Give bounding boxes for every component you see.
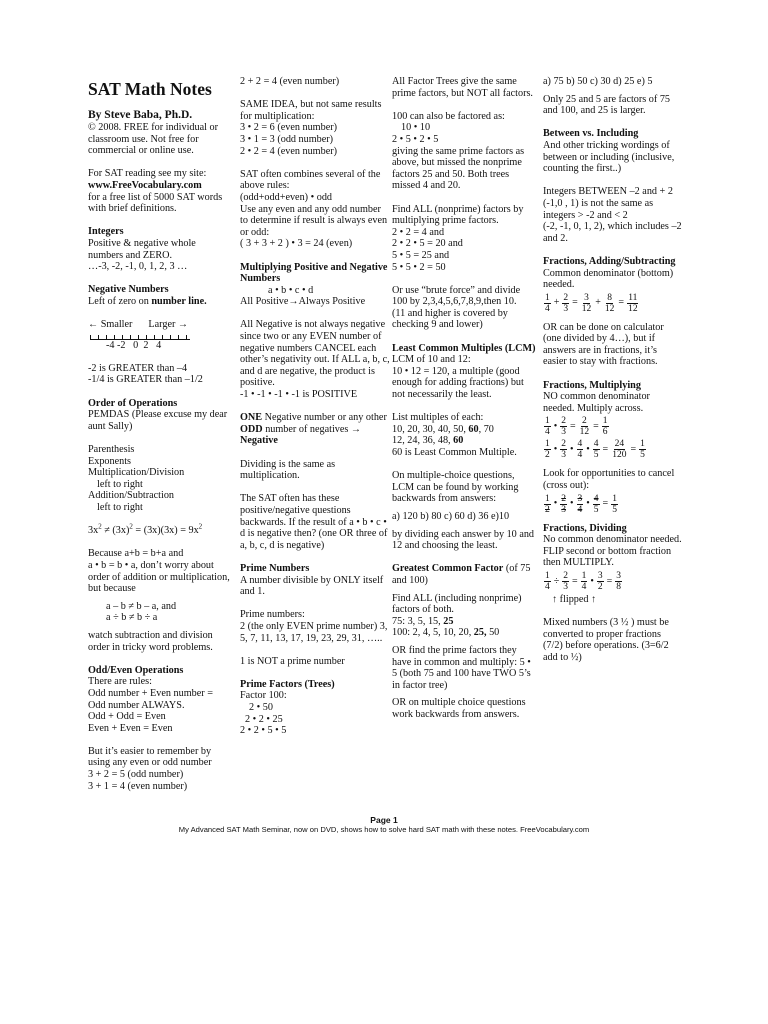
one-negative: ONE Negative number or any other ODD number of negatives → Negative [240,412,387,447]
mc-text: On multiple-choice questions, LCM can be found by working backwards from answers: [392,470,519,505]
operator: = [572,297,578,309]
gcf-100: 100: 2, 4, 5, 10, 20, 25, 50 [392,627,500,639]
fraction: $\frac{3}{4}$ [577,493,583,515]
fraction: $\frac{1}{4}$ [581,571,587,592]
dividing-each: by dividing each answer by 10 and 12 and choosing the least. [392,528,535,552]
also-factored: 100 can also be factored as: [392,110,505,122]
cancel-text: Look for opportunities to cancel (cross out): [543,468,675,492]
dividing-text: Dividing is the same as multiplication. [240,458,336,482]
odd-even-easier: But it’s easier to remember by using any even or odd number [88,745,212,769]
operator: • [553,498,558,510]
eq-cancel [543,494,683,515]
mc-answers: a) 120 b) 80 c) 60 d) 36 e)10 [392,510,510,522]
factor-a3: 5 • 5 = 25 and [392,249,450,261]
eq-add [543,293,683,314]
op-addsub: Addition/Subtraction [88,490,175,502]
operator: + [553,297,560,309]
op-exponents: Exponents [88,455,132,467]
frac-mult-text: NO common denominator needed. Multiply across. [543,391,650,414]
list-multiples-12: 12, 24, 36, 48, 60 [392,435,464,447]
prime-factors-heading: Prime Factors (Trees) [240,678,335,690]
fraction: $\frac{1}{4}$ [545,571,550,592]
frac-div-heading: Fractions, Dividing [543,522,627,534]
odd-even-e2: 3 + 1 = 4 (even number) [88,780,188,792]
fraction: $\frac{1}{6}$ [602,416,608,438]
mult-3: 2 • 2 = 4 (even number) [240,145,338,157]
eq-mul-2 [543,439,683,460]
eq-div [543,571,683,592]
find-all-text: Find ALL (nonprime) factors by multiplying prime factors. [392,203,524,227]
fraction: $\frac{2}{3}$ [561,493,567,515]
fraction: $\frac{8}{12}$ [604,292,615,314]
fraction: $\frac{4}{5}$ [593,493,599,515]
op-multdiv-order: left to right [97,478,143,490]
fraction: $\frac{1}{4}$ [545,416,550,438]
combines-text: SAT often combines several of the above rules: [240,168,381,192]
lcm-of: LCM of 10 and 12: [392,354,471,366]
int-between: Integers BETWEEN –2 and + 2 (-1,0 , 1) is not the same as integers > -2 and < 2 [543,186,673,221]
list-multiples-10: 10, 20, 30, 40, 50, 60, 70 [392,423,494,435]
all-positive: All Positive→Always Positive [240,296,366,308]
fraction: $\frac{24}{120}$ [612,439,627,461]
factor-a4: 5 • 5 • 2 = 50 [392,261,446,273]
neg-product: -1 • -1 • -1 • -1 is POSITIVE [240,389,358,401]
greater-1: -2 is GREATER than –4 [88,362,188,374]
page-number: Page 1 [370,815,398,825]
lcm-text: 10 • 12 = 120, a multiple (good enough for adding fractions) but not necessarily the least. [392,365,524,401]
fraction: $\frac{2}{3}$ [563,292,569,314]
gcf-75: 75: 3, 5, 15, 25 [392,615,454,627]
site-desc: for a free list of 5000 SAT words with brief definitions. [88,191,223,215]
fraction: $\frac{1}{4}$ [545,292,550,314]
operator: • [586,444,590,456]
one-not-prime: 1 is NOT a prime number [240,655,345,667]
fraction: $\frac{1}{2}$ [545,493,550,515]
frac-mult-heading: Fractions, Multiplying [543,379,641,391]
giving-text: giving the same prime factors as above, but missed the nonprime factors 25 and 50. Both trees missed 4 and 20. [392,145,525,192]
prime-list-heading: Prime numbers: [240,609,305,621]
reading-text: For SAT reading see my site: [88,168,207,180]
frac-add-heading: Fractions, Adding/Subtracting [543,255,676,267]
eleven-text: (11 and higher is covered by checking 9 and lower) [392,307,508,331]
or-mc: OR on multiple choice questions work backwards from answers. [392,697,526,720]
fraction: $\frac{2}{3}$ [561,439,567,461]
number-line-labels: ← Smaller Larger → [88,319,189,331]
column-2 [240,76,390,737]
gcf-heading: Greatest Common Factor (of 75 and 100) [392,563,531,586]
not-equal-1: a – b ≠ b – a, and [106,600,177,612]
frac-div-text: No common denominator needed. FLIP second or bottom fraction then MULTIPLY. [543,534,682,569]
fraction: $\frac{1}{5}$ [612,493,617,515]
op-addsub-order: left to right [97,502,143,513]
all-trees: All Factor Trees give the same prime factors, but NOT all factors. [392,76,533,99]
frac-add-text: Common denominator (bottom) needed. [543,267,674,291]
prime-def: A number divisible by ONLY itself and 1. [240,574,384,598]
operator: = [630,444,637,456]
doc-title: SAT Math Notes [88,79,212,99]
operator: • [570,444,574,456]
int-including: (-2, -1, 0, 1, 2), which includes –2 and 2. [543,221,682,244]
integers-text: Positive & negative whole numbers and ZERO. [88,237,196,261]
pf-factor-100: Factor 100: [240,690,287,702]
pf-line-3: 2 • 2 • 5 • 5 [240,725,287,737]
mult-2: 3 • 1 = 3 (odd number) [240,133,334,145]
between-heading: Between vs. Including [543,128,639,140]
mixed-text: Mixed numbers (3 ½ ) must be converted to proper fractions (7/2) before operations. (3=6/2 add to ½) [543,617,669,663]
lcm-is: 60 is Least Common Multiple. [392,447,517,458]
eq-mul-1 [543,416,683,437]
operator: = [602,444,609,456]
integers-seq: …-3, -2, -1, 0, 1, 2, 3 … [88,261,188,273]
factor-a1: 2 • 2 = 4 and [392,226,445,238]
operator: • [590,575,594,587]
list-multiples-heading: List multiples of each: [392,412,484,424]
operator: ÷ [553,575,560,587]
odd-even-rules: There are rules: [88,676,152,688]
copyright-text: © 2008. FREE for individual or classroom use. Not free for commercial or online use. [88,122,218,157]
fraction: $\frac{4}{5}$ [593,439,599,461]
fraction: $\frac{3}{12}$ [581,292,592,314]
fraction: $\frac{3}{8}$ [616,571,622,592]
odd-even-r3: Even + Even = Even [88,722,173,734]
number-line-ticks: -4 -2 0 2 4 [106,339,162,351]
fraction: $\frac{4}{4}$ [577,439,583,461]
fraction: $\frac{2}{12}$ [579,416,590,438]
factor-2: 2 • 5 • 2 • 5 [392,133,439,145]
only-text: Only 25 and 5 are factors of 75 and 100, and 25 is larger. [543,93,671,117]
operator: = [618,297,625,309]
exponent-example: $3x^2 \ne (3x)^2 = (3x)(3x) = 9x^2$ [88,522,203,537]
prime-numbers-heading: Prime Numbers [240,562,310,574]
operator: = [593,421,599,433]
op-parenthesis: Parenthesis [88,444,135,456]
site-link[interactable]: www.FreeVocabulary.com [88,179,202,191]
fraction: $\frac{1}{5}$ [640,439,645,461]
doc-author: By Steve Baba, Ph.D. [88,109,193,121]
mult-pos-neg-heading: Multiplying Positive and Negative Numbers [240,261,388,285]
integers-heading: Integers [88,226,124,238]
abcd-text: a • b • c • d [268,284,314,296]
because-2: a • b = b • a, don’t worry about order of addition or multiplication, but because [88,559,230,595]
calc-text: OR can be done on calculator (one divided by 4…), but if answers are in fractions, it’s easier to stay with fractions. [543,321,664,368]
operator: • [553,421,558,433]
brute-force: Or use “brute force” and divide 100 by 2,3,4,5,6,7,8,9,then 10. [392,284,521,308]
operator: • [553,444,558,456]
number-line [90,333,190,340]
col2-top: 2 + 2 = 4 (even number) [240,76,340,87]
odd-even-r1: Odd number + Even number = Odd number ALWAYS. [88,687,213,711]
page-footer [0,815,768,834]
column-1 [88,76,232,792]
operator: = [606,575,613,587]
column-4 [543,76,683,664]
operator: • [586,498,590,510]
column-3 [392,76,536,720]
all-negative: All Negative is not always negative since two or any EVEN number of negative numbers CANCEL each other’s negativity out. If ALL a, b, c, and d are negative, the product is positive. [240,319,390,389]
operator: = [602,498,609,510]
lcm-heading: Least Common Multiples (LCM) [392,342,536,354]
factor-1: 10 • 10 [401,122,431,134]
negative-numbers-heading: Negative Numbers [88,284,169,296]
sat-often-text: The SAT often has these positive/negative questions backwards. If the result of a • b • c • d is negative then? (one OR three of a, b, c, d is negative) [240,493,388,551]
footer-note: My Advanced SAT Math Seminar, now on DVD, shows how to solve hard SAT math with these notes. FreeVocabulary.com [178,825,590,834]
because-1: Because a+b = b+a and [88,548,184,560]
order-ops-heading: Order of Operations [88,397,178,409]
mult-1: 3 • 2 = 6 (even number) [240,122,338,134]
between-text: And other tricking wordings of between or including (inclusive, counting the first..) [543,139,675,175]
use-any-text: Use any even and any odd number to determine if result is always even or odd: [240,203,388,238]
pemdas-text: PEMDAS (Please excuse my dear aunt Sally) [88,409,228,432]
prime-list: 2 (the only EVEN prime number) 3, 5, 7, 11, 13, 17, 19, 23, 29, 31, ….. [240,620,388,644]
flipped-text: ↑ flipped ↑ [552,594,597,605]
gcf-answers: a) 75 b) 50 c) 30 d) 25 e) 5 [543,76,653,87]
operator: • [570,498,574,510]
fraction: $\frac{1}{2}$ [545,439,550,461]
fraction: $\frac{2}{3}$ [561,416,567,438]
greater-2: -1/4 is GREATER than –1/2 [88,374,203,386]
or-prime: OR find the prime factors they have in common and multiply: 5 • 5 (both 75 and 100 have TWO 5’s in factor tree) [392,644,531,691]
combo-text: (odd+odd+even) • odd [240,191,333,203]
operator: = [570,421,576,433]
watch-text: watch subtraction and division order in tricky word problems. [88,629,213,653]
fraction: $\frac{2}{3}$ [563,571,568,592]
calc-text: ( 3 + 3 + 2 ) • 3 = 24 (even) [240,238,353,250]
not-equal-2: a ÷ b ≠ b ÷ a [106,612,158,624]
op-multdiv: Multiplication/Division [88,467,185,479]
same-idea: SAME IDEA, but not same results for multiplication: [240,99,382,122]
odd-even-e1: 3 + 2 = 5 (odd number) [88,769,184,781]
fraction: $\frac{11}{12}$ [628,292,638,314]
gcf-find: Find ALL (including nonprime) factors of both. [392,592,522,616]
operator: = [572,575,578,587]
pf-line-1: 2 • 50 [249,702,273,714]
negative-numbers-text: Left of zero on number line. [88,295,207,307]
pf-line-2: 2 • 2 • 25 [245,713,283,725]
fraction: $\frac{3}{2}$ [597,571,603,592]
factor-a2: 2 • 2 • 5 = 20 and [392,238,463,250]
odd-even-heading: Odd/Even Operations [88,664,184,676]
operator: + [595,297,601,309]
odd-even-r2: Odd + Odd = Even [88,711,166,723]
